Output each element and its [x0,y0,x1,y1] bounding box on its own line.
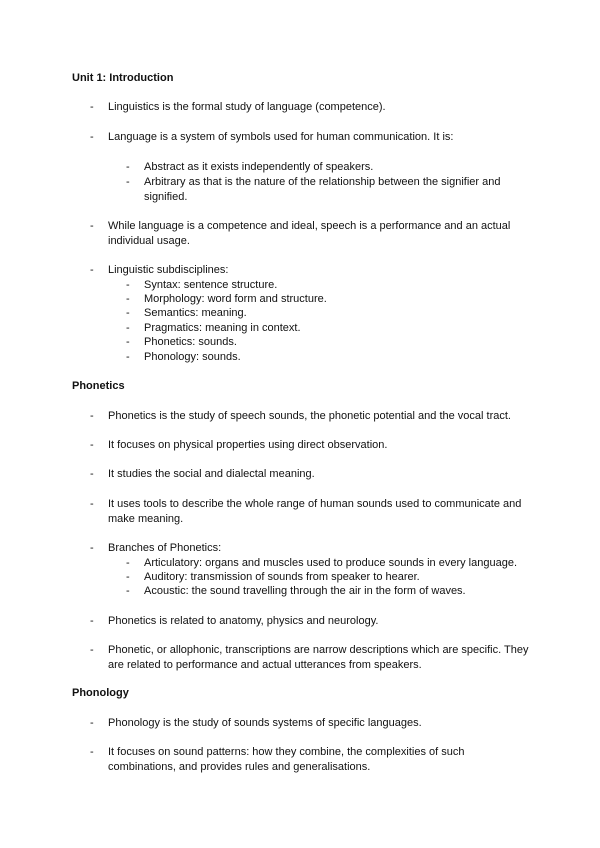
bullet-item [90,409,530,424]
sub-bullet-text: Phonetics: sounds. [144,336,237,348]
bullet-item [90,716,530,731]
bullet-dash: - [126,307,130,319]
bullet-text: While language is a competence and ideal, speech is a performance and an actual individual usage. [108,220,511,247]
bullet-text: Phonetics is related to anatomy, physics and neurology. [108,615,379,627]
bullet-text: Language is a system of symbols used for human communication. It is: [108,131,454,143]
sub-bullet-item [126,160,526,175]
bullet-dash: - [90,498,94,510]
section-heading-phonetics: Phonetics [72,380,125,392]
bullet-item [90,497,530,526]
bullet-dash: - [126,571,130,583]
bullet-dash: - [126,585,130,597]
bullet-dash: - [126,557,130,569]
bullet-item [90,130,530,145]
bullet-dash: - [90,220,94,232]
bullet-text: Linguistic subdisciplines: [108,264,229,276]
sub-bullet-item [126,306,526,321]
bullet-dash: - [126,279,130,291]
bullet-dash: - [126,176,130,188]
bullet-text: Phonology is the study of sounds systems of specific languages. [108,717,422,729]
sub-bullet-text: Pragmatics: meaning in context. [144,322,301,334]
sub-bullet-text: Syntax: sentence structure. [144,279,278,291]
bullet-item [90,745,530,774]
sub-bullet-item [126,350,526,365]
section-heading-phonology: Phonology [72,687,129,699]
bullet-text: It focuses on sound patterns: how they combine, the complexities of such combinations, and provides rules and generalisations. [108,746,465,773]
sub-bullet-text: Phonology: sounds. [144,351,241,363]
bullet-dash: - [90,410,94,422]
bullet-dash: - [90,644,94,656]
bullet-dash: - [126,293,130,305]
bullet-text: Linguistics is the formal study of language (competence). [108,101,386,113]
bullet-dash: - [90,615,94,627]
sub-bullet-item [126,556,536,571]
bullet-text: It studies the social and dialectal meaning. [108,468,315,480]
sub-bullet-item [126,292,526,307]
bullet-item [90,614,530,629]
sub-bullet-item [126,570,526,585]
sub-bullet-text: Semantics: meaning. [144,307,247,319]
sub-bullet-item [126,335,526,350]
sub-bullet-item [126,175,526,204]
sub-bullet-item [126,584,526,599]
sub-bullet-text: Abstract as it exists independently of speakers. [144,161,374,173]
bullet-dash: - [90,439,94,451]
bullet-dash: - [126,336,130,348]
bullet-text: It focuses on physical properties using direct observation. [108,439,388,451]
sub-bullet-text: Arbitrary as that is the nature of the relationship between the signifier and signified. [144,176,501,203]
bullet-dash: - [90,131,94,143]
bullet-dash: - [90,264,94,276]
bullet-item [90,643,530,672]
section-heading-unit1: Unit 1: Introduction [72,72,174,84]
bullet-text: Phonetic, or allophonic, transcriptions are narrow descriptions which are specific. They are related to performance and actual utterances from speakers. [108,644,529,671]
bullet-dash: - [90,542,94,554]
bullet-dash: - [90,468,94,480]
sub-bullet-text: Articulatory: organs and muscles used to produce sounds in every language. [144,557,517,569]
bullet-text: Branches of Phonetics: [108,542,222,554]
bullet-dash: - [126,161,130,173]
bullet-dash: - [126,351,130,363]
sub-bullet-text: Auditory: transmission of sounds from speaker to hearer. [144,571,420,583]
bullet-item [90,467,530,482]
bullet-text: It uses tools to describe the whole range of human sounds used to communicate and make meaning. [108,498,522,525]
bullet-dash: - [90,717,94,729]
bullet-text: Phonetics is the study of speech sounds, the phonetic potential and the vocal tract. [108,410,511,422]
sub-bullet-item [126,321,526,336]
bullet-dash: - [90,746,94,758]
bullet-item [90,263,530,278]
bullet-dash: - [90,101,94,113]
sub-bullet-item [126,278,526,293]
bullet-item [90,438,530,453]
sub-bullet-text: Acoustic: the sound travelling through the air in the form of waves. [144,585,466,597]
bullet-dash: - [126,322,130,334]
sub-bullet-text: Morphology: word form and structure. [144,293,327,305]
bullet-item [90,100,530,115]
bullet-item [90,219,530,248]
bullet-item [90,541,530,556]
